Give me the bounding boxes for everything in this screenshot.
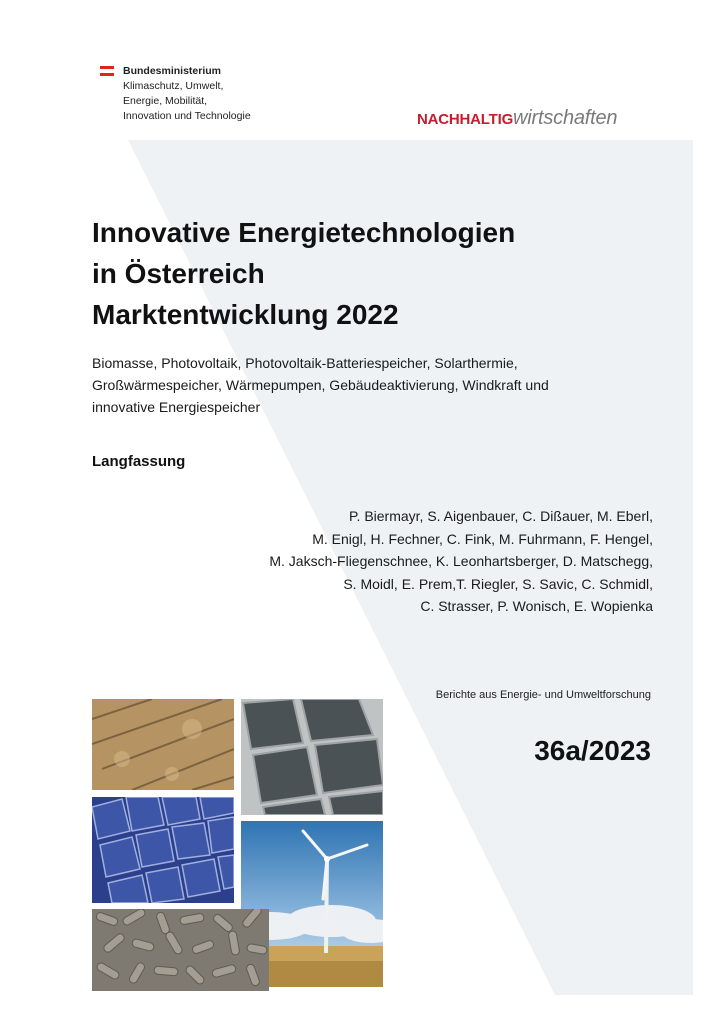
authors-list xyxy=(153,505,653,618)
ministry-line: Energie, Mobilität, xyxy=(123,95,208,107)
version-label: Langfassung xyxy=(92,453,186,470)
authors-line: P. Biermayr, S. Aigenbauer, C. Dißauer, M. Eberl, xyxy=(349,508,653,524)
series-title: Berichte aus Energie- und Umweltforschung xyxy=(435,689,651,701)
report-number: 36a/2023 xyxy=(534,735,651,766)
title-line: Innovative Energietechnologien xyxy=(92,217,516,248)
nachhaltig-wirtschaften-logo xyxy=(417,107,617,130)
logo-bold-text: NACHHALTIG xyxy=(417,111,514,128)
subtitle-line: innovative Energiespeicher xyxy=(92,399,261,415)
authors-line: M. Enigl, H. Fechner, C. Fink, M. Fuhrmann, F. Hengel, xyxy=(312,530,653,547)
title-line: Marktentwicklung 2022 xyxy=(92,299,399,330)
report-title xyxy=(92,212,692,335)
authors-line: S. Moidl, E. Prem,T. Riegler, S. Savic, C. Schmidl, xyxy=(343,575,653,592)
logo-italic-text: wirtschaften xyxy=(513,107,618,129)
report-subtitle xyxy=(92,352,652,418)
soil-heat-collector-photo xyxy=(92,699,234,790)
ministry-line: Innovation und Technologie xyxy=(123,110,251,122)
photovoltaic-module-photo xyxy=(92,797,234,903)
authors-line: M. Jaksch-Fliegenschnee, K. Leonhartsberger, D. Matschegg, xyxy=(269,553,653,569)
ministry-line: Klimaschutz, Umwelt, xyxy=(123,80,224,92)
title-line: in Österreich xyxy=(92,258,265,289)
ministry-line: Bundesministerium xyxy=(123,65,222,77)
authors-line: C. Strasser, P. Wonisch, E. Wopienka xyxy=(420,598,653,614)
wood-pellets-photo xyxy=(92,909,269,991)
solar-thermal-panels-photo xyxy=(241,699,383,815)
austrian-flag-icon xyxy=(100,66,114,77)
subtitle-line: Großwärmespeicher, Wärmepumpen, Gebäudeaktivierung, Windkraft und xyxy=(92,377,549,393)
subtitle-line: Biomasse, Photovoltaik, Photovoltaik-Batteriespeicher, Solarthermie, xyxy=(92,355,518,371)
